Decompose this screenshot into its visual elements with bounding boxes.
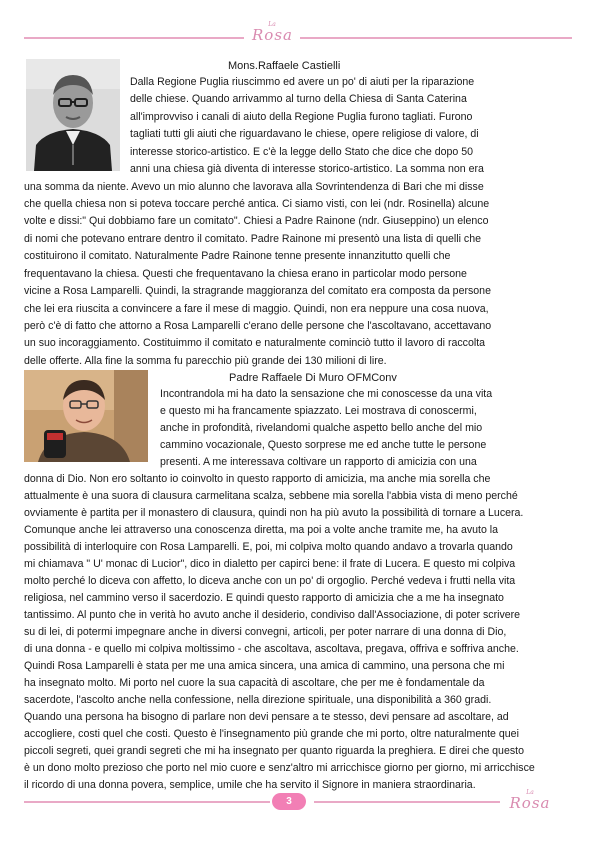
body-line: anche in profondità, rivelandomi qualche aspetto bello anche del mio (160, 422, 483, 434)
footer-divider-right (314, 801, 500, 803)
body-line: cammino vocazionale, Questo sorprese me ed anche tutte le persone (160, 439, 487, 451)
body-line: è un dono molto prezioso che porto nel mio cuore e senz'altro mi arricchisce giorno per giorno, mi arricchisce (24, 762, 535, 774)
di-muro-photo (24, 370, 148, 462)
footer-logo-text: Rosa (509, 794, 551, 812)
body-line: volte e dissi:" Qui dobbiamo fare un comitato". Chiesi a Padre Rainone (ndr. Giuseppino) un elenco (24, 215, 489, 227)
body-line: molto perché lo diceva con affetto, lo diceva anche con un po' di orgoglio. Perché vedeva i frutti nella vita (24, 575, 516, 587)
body-line: Comunque anche lei attraverso una conoscenza diretta, ma poi a volte anche tramite me, ha avuto la (24, 524, 499, 536)
body-line: e questo mi ha francamente spiazzato. Lei mostrava di conoscermi, (160, 405, 477, 417)
di-muro-portrait-image (24, 370, 148, 462)
body-line: però c'è di fatto che attorno a Rosa Lamparelli c'erano delle persone che l'ascoltavano, accettavano (24, 320, 492, 332)
body-line: tantissimo. Al punto che in verità ho avuto anche il desiderio, condiviso dall'Associazione, di poter scrivere (24, 609, 521, 621)
header-divider-right (300, 37, 572, 39)
body-line: all'improvviso i canali di aiuto della Regione Puglia furono tagliati. Furono (130, 111, 473, 123)
body-line: Quando una persona ha bisogno di parlare non devi pensare a te stesso, devi pensare ad ascoltare, ad (24, 711, 509, 723)
body-line: presenti. A me interessava coltivare un rapporto di amicizia con una (160, 456, 477, 468)
section2-title: Padre Raffaele Di Muro OFMConv (229, 372, 397, 384)
body-line: un suo incoraggiamento. Costituimmo il comitato e naturalmente cominciò tutto il lavoro di raccolta (24, 337, 486, 349)
body-line: interesse storico-artistico. E c'è la legge dello Stato che dice che dopo 50 (130, 146, 473, 158)
body-line: anni una chiesa già diventa di interesse storico-artistico. La somma non era (130, 163, 484, 175)
header-logo-small: La (268, 21, 276, 28)
body-line: tagliati tutti gli aiuti che riguardavano le chiese, opere religiose di valore, di (130, 128, 479, 140)
body-line: che quella chiesa non si poteva toccare perché antica. Ci siamo visti, con lei (ndr. Rosinella) alcune (24, 198, 490, 210)
footer-logo-small: La (526, 789, 534, 796)
body-line: religiosa, nel cammino verso il sacerdozio. E quindi questo rapporto di amicizia che a me ha insegnato (24, 592, 504, 604)
header-logo-text: Rosa (252, 26, 293, 44)
body-line: Incontrandola mi ha dato la sensazione che mi conoscesse da una vita (160, 388, 493, 400)
section1-title: Mons.Raffaele Castielli (228, 60, 341, 72)
body-line: delle chiese. Quando arrivammo al turno della Chiesa di Santa Caterina (130, 93, 467, 105)
body-line: possibilità di interloquire con Rosa Lamparelli. E, poi, mi colpiva molto quando andavo a trovarla quando (24, 541, 513, 553)
body-line: Quindi Rosa Lamparelli è stata per me una amica sincera, una amica di cammino, una persona che mi (24, 660, 505, 672)
body-line: che lei era riuscita a convincere a fare il mese di maggio. Quindi, non era neppure una cosa nuova, (24, 303, 489, 315)
castielli-portrait-image (26, 59, 120, 171)
body-line: frequentavano la chiesa. Questi che frequentavano la chiesa erano in particolar modo persone (24, 268, 467, 280)
body-line: mi chiamava " U' monac di Lucior", dico in dialetto per capirci bene: il frate di Lucera. E questo mi colpiva (24, 558, 516, 570)
footer-logo (508, 790, 552, 811)
header-divider-left (24, 37, 244, 39)
body-line: il ricordo di una donna povera, semplice, umile che ha servito il Signore in maniera straordinaria. (24, 779, 476, 791)
body-line: delle offerte. Alla fine la somma fu parecchio più grande dei 130 milioni di lire. (24, 355, 387, 367)
header-logo (252, 22, 292, 43)
body-line: Dalla Regione Puglia riuscimmo ed avere un po' di aiuti per la riparazione (130, 76, 475, 88)
body-line: ha insegnato molto. Mi porto nel cuore la sua capacità di ascoltare, che per me è fondamentale da (24, 677, 485, 689)
body-line: donna di Dio. Non ero soltanto io coinvolto in questo rapporto di amicizia, ma anche mia sorella che (24, 473, 491, 485)
body-line: sacerdote, l'ascolto anche nella confessione, nella direzione spirituale, una disponibilità a 360 gradi. (24, 694, 492, 706)
castielli-photo (26, 59, 120, 171)
body-line: piccoli segreti, quei grandi segreti che mi ha insegnato per quanto riguarda la preghiera. E direi che questo (24, 745, 524, 757)
body-line: di nomi che potevano entrare dentro il comitato. Padre Rainone mi presentò una lista di quelli che (24, 233, 481, 245)
body-line: accogliere, costi quel che costi. Questo è l'insegnamento più grande che mi porto, oltre naturalmente quei (24, 728, 519, 740)
footer-divider-left (24, 801, 270, 803)
body-line: attualmente è una suora di clausura carmelitana scalza, sebbene mia sorella l'abbia vista di meno perché (24, 490, 518, 502)
body-line: di una donna - e quello mi colpiva moltissimo - che ascoltava, ascoltava, pregava, offriva e soffriva anche. (24, 643, 519, 655)
body-line: ovviamente è partita per il monastero di clausura, quindi non ha più avuto la possibilità di tornare a Lucera. (24, 507, 524, 519)
body-line: vicine a Rosa Lamparelli. Quindi, la stragrande maggioranza del comitato era composta da persone (24, 285, 491, 297)
body-line: una somma da niente. Avevo un mio alunno che lavorava alla Sovrintendenza di Bari che mi disse (24, 181, 484, 193)
body-line: costituirono il comitato. Naturalmente Padre Rainone tenne presente innanzitutto quelli che (24, 250, 451, 262)
page-number-badge: 3 (272, 793, 306, 810)
body-line: su di lei, di potermi impegnare anche in diversi convegni, articoli, per poter narrare di una donna di Dio, (24, 626, 507, 638)
